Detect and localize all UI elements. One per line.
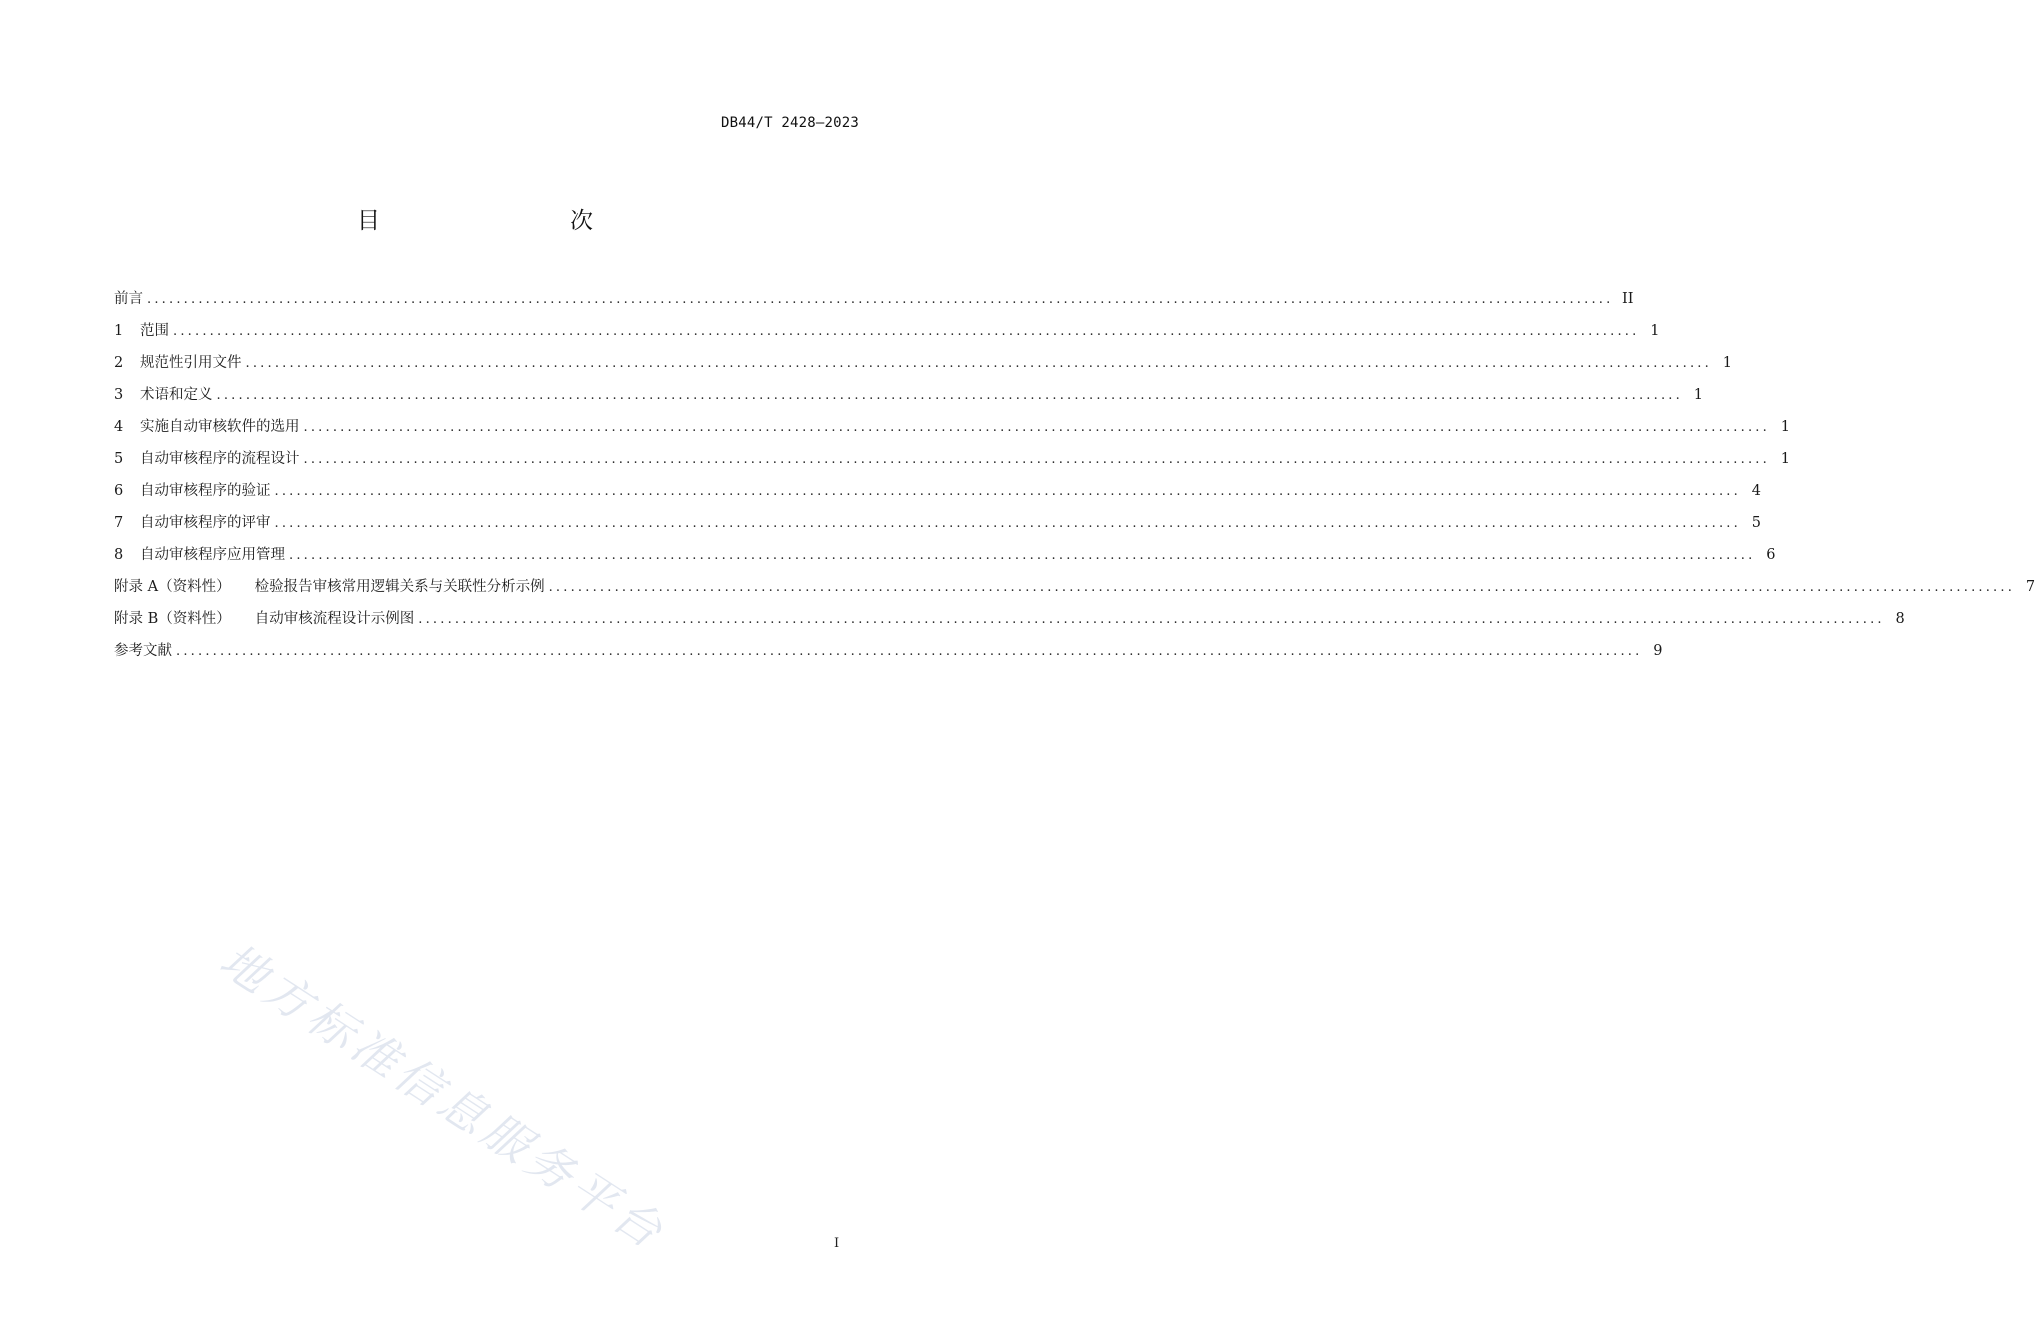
toc-entry-number: 8 (114, 547, 124, 563)
toc-entry[interactable] (114, 379, 1703, 411)
toc-entry[interactable] (114, 475, 1761, 507)
toc-entry-page: 1 (1693, 387, 1703, 403)
toc-dot-leader: ........................................................................................................................................................................................................ (274, 516, 1741, 531)
toc-entry[interactable] (114, 443, 1790, 475)
toc-dot-leader: ........................................................................................................................................................................................................ (418, 612, 1885, 627)
toc-dot-leader: ........................................................................................................................................................................................................ (147, 292, 1614, 307)
toc-entry-number: 4 (114, 419, 124, 435)
page-number: I (834, 1236, 840, 1251)
toc-entry-number: 7 (114, 515, 124, 531)
toc-dot-leader: ........................................................................................................................................................................................................ (289, 548, 1756, 563)
toc-entry-page: 9 (1653, 643, 1663, 659)
toc-entry-appendix-title: 检验报告审核常用逻辑关系与关联性分析示例 (254, 579, 545, 595)
toc-entry-label: 参考文献 (114, 643, 172, 659)
toc-entry-number: 5 (114, 451, 124, 467)
toc-entry-page: II (1622, 291, 1634, 307)
toc-entry-appendix-title: 自动审核流程设计示例图 (254, 611, 415, 627)
toc-dot-leader: ........................................................................................................................................................................................................ (173, 324, 1640, 339)
toc-entry-page: 5 (1751, 515, 1761, 531)
toc-entry[interactable] (114, 603, 1905, 635)
toc-dot-leader: ........................................................................................................................................................................................................ (303, 452, 1770, 467)
toc-entry-label: 规范性引用文件 (140, 355, 242, 371)
toc-entry-page: 6 (1766, 547, 1776, 563)
toc-entry[interactable] (114, 539, 1776, 571)
toc-entry-page: 7 (2025, 579, 2035, 595)
toc-entry-page: 1 (1650, 323, 1660, 339)
page-title: 目 次 (357, 208, 641, 234)
toc-entry-page: 1 (1780, 451, 1790, 467)
toc-entry-label: 术语和定义 (140, 387, 213, 403)
toc-entry-label: 前言 (114, 291, 143, 307)
toc-entry-label: 附录 A（资料性） (114, 579, 231, 595)
toc-entry[interactable] (114, 507, 1761, 539)
toc-entry-page: 8 (1895, 611, 1905, 627)
toc-entry-number: 2 (114, 355, 124, 371)
toc-entry-page: 1 (1780, 419, 1790, 435)
toc-dot-leader: ........................................................................................................................................................................................................ (274, 484, 1741, 499)
toc-entry-number: 6 (114, 483, 124, 499)
toc-dot-leader: ........................................................................................................................................................................................................ (303, 420, 1770, 435)
toc-dot-leader: ........................................................................................................................................................................................................ (176, 644, 1643, 659)
toc-entry-label: 实施自动审核软件的选用 (140, 419, 300, 435)
toc-entry-number: 1 (114, 323, 124, 339)
toc-entry[interactable] (114, 347, 1732, 379)
toc-entry-label: 自动审核程序的流程设计 (140, 451, 300, 467)
toc-entry-label: 自动审核程序应用管理 (140, 547, 285, 563)
toc-entry[interactable] (114, 571, 2035, 603)
toc-entry[interactable] (114, 315, 1660, 347)
toc-entry-label: 范围 (140, 323, 169, 339)
toc-dot-leader: ........................................................................................................................................................................................................ (548, 580, 2016, 595)
toc-entry-page: 1 (1722, 355, 1732, 371)
toc-entry-label: 自动审核程序的验证 (140, 483, 271, 499)
toc-entry-label: 自动审核程序的评审 (140, 515, 271, 531)
standard-code: DB44/T 2428—2023 (720, 115, 859, 131)
toc-entry-page: 4 (1751, 483, 1761, 499)
watermark: 地方标准信息服务平台 (210, 932, 677, 1262)
toc-entry[interactable] (114, 283, 1634, 315)
toc-dot-leader: ........................................................................................................................................................................................................ (216, 388, 1683, 403)
toc-entry[interactable] (114, 411, 1790, 443)
toc-entry-number: 3 (114, 387, 124, 403)
table-of-contents (114, 283, 2035, 667)
toc-entry-label: 附录 B（资料性） (114, 611, 231, 627)
toc-dot-leader: ........................................................................................................................................................................................................ (245, 356, 1712, 371)
toc-entry[interactable] (114, 635, 1663, 667)
